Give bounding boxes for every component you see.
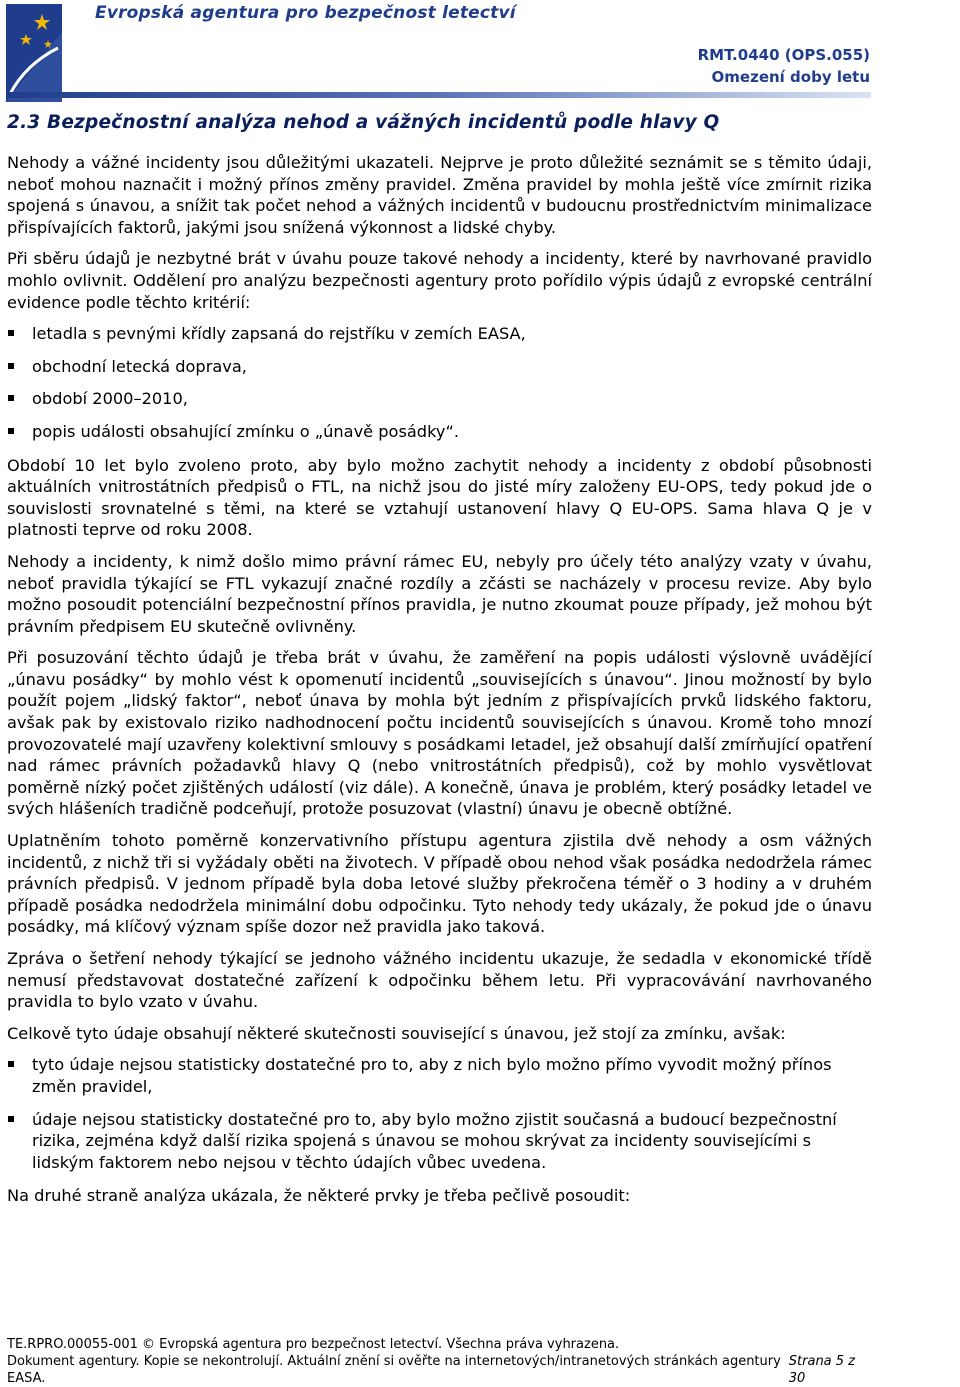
criteria-list [7, 323, 872, 442]
paragraph-8: Celkově tyto údaje obsahují některé skutečnosti související s únavou, jež stojí za zmínku, avšak: [7, 1023, 786, 1043]
list-item: údaje nejsou statisticky dostatečné pro to, aby bylo možno zjistit současná a budoucí bezpečnostní rizika, zejména když další rizika spojená s únavou se mohou skrývat za incidenty souvisejícími s lidským faktorem nebo nejsou v těchto údajích vůbec uvedena. [7, 1109, 872, 1174]
page-content [7, 112, 872, 1217]
paragraph-6: Uplatněním tohoto poměrně konzervativního přístupu agentura zjistila dvě nehody a osm vážných incidentů, z nichž tři si vyžádaly oběti na životech. V případě obou nehod však posádka nedodržela rámec právních předpisů. V jednom případě byla doba letové služby překročena téměř o 3 hodiny a v druhém případě posádka nedodržela minimální dobu odpočinku. Tyto nehody tedy ukázaly, že pokud jde o únavu posádky, má klíčový význam spíše dozor než pravidla jako taková. [7, 831, 872, 937]
document-subtitle: Omezení doby letu [711, 68, 870, 86]
page-number: Strana 5 z 30 [788, 1354, 856, 1386]
footer-copyright: TE.RPRO.00055-001 © Evropská agentura pro bezpečnost letectví. Všechna práva vyhrazena. [7, 1337, 620, 1352]
easa-logo-icon [6, 4, 62, 102]
document-number: RMT.0440 (OPS.055) [697, 46, 870, 64]
paragraph-3: Období 10 let bylo zvoleno proto, aby bylo možno zachytit nehody a incidenty z období působnosti aktuálních vnitrostátních předpisů o FTL, na nichž jsou do jisté míry založeny EU-OPS, tedy pokud jde o souvislosti srovnatelné s těmi, na které se vztahují ustanovení hlavy Q EU-OPS. Sama hlava Q je v platnosti teprve od roku 2008. [7, 455, 872, 540]
findings-list [7, 1054, 872, 1173]
list-item: popis události obsahující zmínku o „únavě posádky“. [7, 421, 872, 443]
list-item: obchodní letecká doprava, [7, 356, 872, 378]
paragraph-1: Nehody a vážné incidenty jsou důležitými ukazateli. Nejprve je proto důležité seznámit se s těmito údaji, neboť mohou naznačit i možný přínos změny pravidel. Změna pravidel by mohla ještě více zmírnit rizika spojená s únavou, a snížit tak počet nehod a vážných incidentů v budoucnu prostřednictvím minimalizace přispívajících faktorů, jakými jsou snížená výkonnost a lidské chyby. [7, 153, 872, 237]
paragraph-7: Zpráva o šetření nehody týkající se jednoho vážného incidentu ukazuje, že sedadla v ekonomické třídě nemusí představovat dostatečné zařízení k odpočinku během letu. Při vypracovávání navrhovaného pravidla to bylo vzato v úvahu. [7, 949, 872, 1012]
paragraph-2: Při sběru údajů je nezbytné brát v úvahu pouze takové nehody a incidenty, které by navrhované pravidlo mohlo ovlivnit. Oddělení pro analýzu bezpečnosti agentury proto pořídilo výpis údajů z evropské centrální evidence podle těchto kritérií: [7, 249, 872, 312]
list-item: tyto údaje nejsou statisticky dostatečné pro to, aby z nich bylo možno přímo vyvodit možný přínos změn pravidel, [7, 1054, 872, 1097]
document-reference [698, 44, 870, 88]
list-item: období 2000–2010, [7, 388, 872, 410]
list-item: letadla s pevnými křídly zapsaná do rejstříku v zemích EASA, [7, 323, 872, 345]
agency-name: Evropská agentura pro bezpečnost letectví [95, 3, 516, 23]
paragraph-5: Při posuzování těchto údajů je třeba brát v úvahu, že zaměření na popis události výslovně uvádějící „únavu posádky“ by mohlo vést k opomenutí incidentů „souvisejících s únavou“. Jinou možností by bylo použít pojem „lidský faktor“, neboť únava by mohla být jedním z přispívajících prvků lidského faktoru, avšak pak by existovalo riziko nadhodnocení počtu incidentů souvisejících s únavou. Kromě toho mnozí provozovatelé mají uzavřeny kolektivní smlouvy s posádkami letadel, jež obsahují další zmírňující opatření nad rámec právních požadavků hlavy Q (nebo vnitrostátních předpisů), což by mohlo vysvětlovat poměrně nízký počet zjištěných událostí (viz dále). A konečně, únava je problém, který posádky letadel ve svých hlášeních tradičně podceňují, protože posuzovat (vlastní) únavu je obecně obtížné. [7, 648, 872, 819]
header-rule [8, 92, 871, 98]
paragraph-9: Na druhé straně analýza ukázala, že některé prvky je třeba pečlivě posoudit: [7, 1186, 631, 1206]
paragraph-4: Nehody a incidenty, k nimž došlo mimo právní rámec EU, nebyly pro účely této analýzy vzaty v úvahu, neboť pravidla týkající se FTL vykazují značné rozdíly a zčásti se nacházely v procesu revize. Aby bylo možno posoudit potenciální bezpečnostní přínos pravidla, je nutno zkoumat pouze případy, jež mohou být právním předpisem EU skutečně ovlivněny. [7, 551, 872, 636]
section-title: 2.3 Bezpečnostní analýza nehod a vážných incidentů podle hlavy Q [7, 112, 720, 133]
page-footer [7, 1336, 872, 1387]
footer-disclaimer: Dokument agentury. Kopie se nekontrolují. Aktuální znění si ověřte na internetových/intranetových stránkách agentury EASA. [7, 1354, 781, 1386]
